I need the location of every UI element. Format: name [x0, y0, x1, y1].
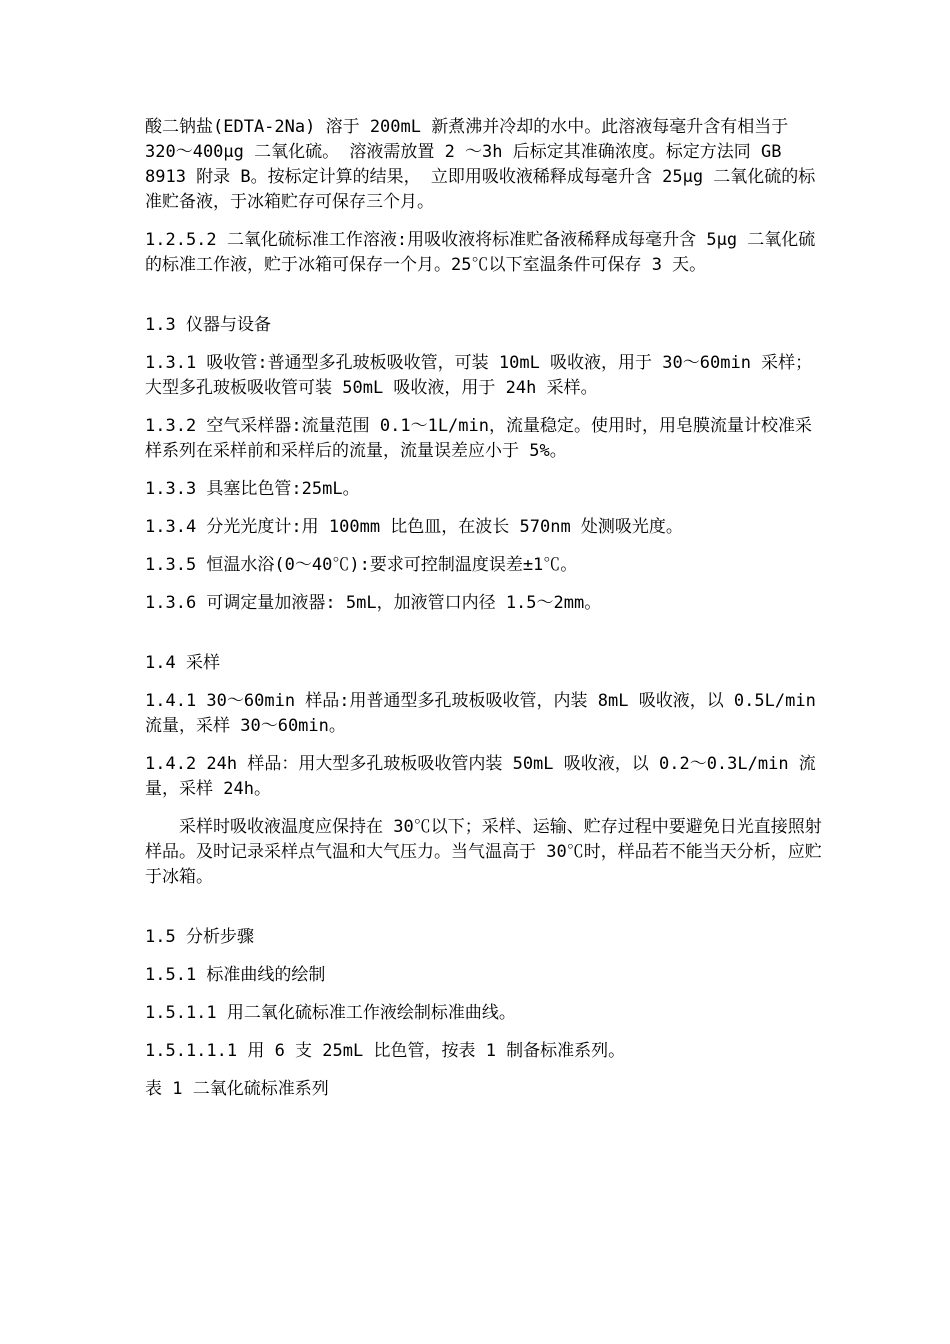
section-spacer — [145, 291, 825, 313]
paragraph-1-3-2: 1.3.2 空气采样器:流量范围 0.1～1L/min，流量稳定。使用时，用皂膜流量计校准采样系列在采样前和采样后的流量，流量误差应小于 5%。 — [145, 416, 812, 461]
section-heading-1-5-1: 1.5.1 标准曲线的绘制 — [145, 965, 326, 985]
section-heading-1-3: 1.3 仪器与设备 — [145, 315, 271, 335]
paragraph-1-3-1: 1.3.1 吸收管:普通型多孔玻板吸收管，可装 10mL 吸收液，用于 30～60min 采样； 大型多孔玻板吸收管可装 50mL 吸收液，用于 24h 采样。 — [145, 353, 823, 398]
paragraph-1-4-2: 1.4.2 24h 样品：用大型多孔玻板吸收管内装 50mL 吸收液，以 0.2～0.3L/min 流量，采样 24h。 — [145, 754, 816, 799]
paragraph-1-4-1: 1.4.1 30～60min 样品:用普通型多孔玻板吸收管，内装 8mL 吸收液，以 0.5L/min 流量，采样 30～60min。 — [145, 691, 827, 736]
paragraph-1-3-6: 1.3.6 可调定量加液器: 5mL，加液管口内径 1.5～2mm。 — [145, 593, 602, 613]
paragraph-1-3-3: 1.3.3 具塞比色管:25mL。 — [145, 479, 360, 499]
paragraph-1-2-5-1-continued: 酸二钠盐(EDTA-2Na) 溶于 200mL 新煮沸并冷却的水中。此溶液每毫升含有相当于 320～400μg 二氧化硫。 溶液需放置 2 ～3h 后标定其准确浓度。标定方法同 GB 8913 附录 B。按标定计算的结果， 立即用吸收液稀释成每毫升含 25μg 二氧化硫的标准贮备液，于冰箱贮存可保存三个月。 — [145, 117, 816, 212]
paragraph-1-3-4: 1.3.4 分光光度计:用 100mm 比色皿，在波长 570nm 处测吸光度。 — [145, 517, 683, 537]
paragraph-1-2-5-2: 1.2.5.2 二氧化硫标准工作溶液:用吸收液将标准贮备液稀释成每毫升含 5μg 二氧化硫的标准工作液，贮于冰箱可保存一个月。25℃以下室温条件可保存 3 天。 — [145, 230, 816, 275]
section-heading-1-5: 1.5 分析步骤 — [145, 927, 254, 947]
paragraph-1-3-5: 1.3.5 恒温水浴(0～40℃):要求可控制温度误差±1℃。 — [145, 555, 578, 575]
table-caption: 表 1 二氧化硫标准系列 — [145, 1079, 329, 1099]
section-spacer — [145, 629, 825, 651]
section-heading-1-4: 1.4 采样 — [145, 653, 220, 673]
paragraph-1-5-1-1-1: 1.5.1.1.1 用 6 支 25mL 比色管，按表 1 制备标准系列。 — [145, 1041, 626, 1061]
paragraph-1-4-note: 采样时吸收液温度应保持在 30℃以下；采样、运输、贮存过程中要避免日光直接照射样品。及时记录采样点气温和大气压力。当气温高于 30℃时，样品若不能当天分析，应贮于冰箱。 — [145, 817, 822, 887]
section-spacer — [145, 903, 825, 925]
paragraph-1-5-1-1: 1.5.1.1 用二氧化硫标准工作液绘制标准曲线。 — [145, 1003, 516, 1023]
document-body — [145, 115, 825, 1115]
